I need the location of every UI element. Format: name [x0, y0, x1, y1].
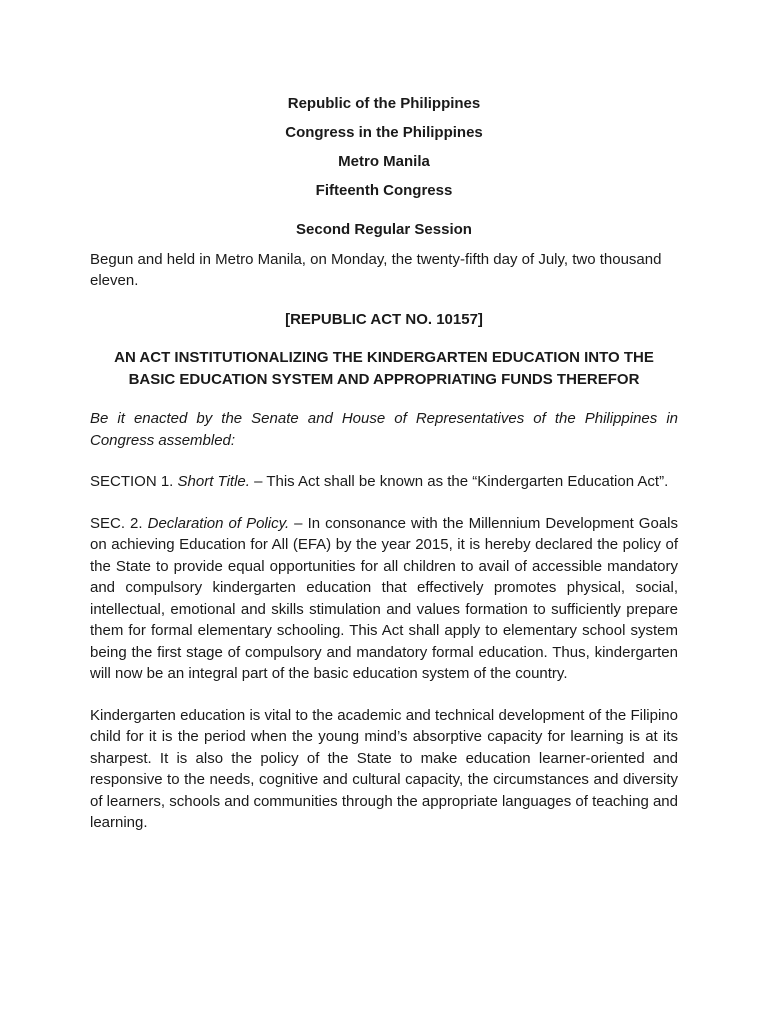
section-1-title: Short Title. — [177, 473, 250, 490]
document-page — [90, 92, 678, 834]
enacting-clause: Be it enacted by the Senate and House of Representatives of the Philippines in Congress assembled: — [90, 410, 678, 449]
header-congress: Congress in the Philippines — [285, 124, 483, 141]
header-location: Metro Manila — [338, 153, 430, 170]
header-republic: Republic of the Philippines — [287, 95, 481, 112]
section-2-title: Declaration of Policy. — [147, 514, 290, 532]
section-2 — [90, 513, 678, 685]
section-1-text: – This Act shall be known as the “Kindergarten Education Act”. — [249, 473, 669, 490]
begun-statement: Begun and held in Metro Manila, on Monday, the twenty-fifth day of July, two thousand eleven. — [90, 250, 662, 289]
act-title: AN ACT INSTITUTIONALIZING THE KINDERGARTEN EDUCATION INTO THE BASIC EDUCATION SYSTEM AND APPROPRIATING FUNDS THEREFOR — [114, 349, 654, 388]
section-2-text: – In consonance with the Millennium Development Goals on achieving Education for All (EFA) by the year 2015, it is hereby declared the policy of the State to provide equal opportunities for all children to avail of accessible mandatory and compulsory kindergarten education that effectively promotes physical, social, intellectual, emotional and skills stimulation and values formation to sufficiently prepare them for formal elementary schooling. This Act shall apply to elementary school system being the first stage of compulsory and mandatory formal education. Thus, kindergarten will now be an integral part of the basic education system of the country. — [90, 514, 678, 682]
section-1 — [90, 471, 678, 493]
header-congress-number: Fifteenth Congress — [315, 182, 453, 199]
section-1-label: SECTION 1. — [90, 473, 174, 490]
paragraph-kindergarten: Kindergarten education is vital to the academic and technical development of the Filipino child for it is the period when the young mind’s absorptive capacity for learning is at its sharpest. It is also the policy of the State to make education learner-oriented and responsive to the needs, cognitive and cultural capacity, the circumstances and diversity of learners, schools and communities through the appropriate languages of teaching and learning. — [90, 706, 678, 831]
act-number: [REPUBLIC ACT NO. 10157] — [285, 310, 483, 328]
header-session: Second Regular Session — [296, 221, 472, 238]
section-2-label: SEC. 2. — [90, 514, 143, 532]
